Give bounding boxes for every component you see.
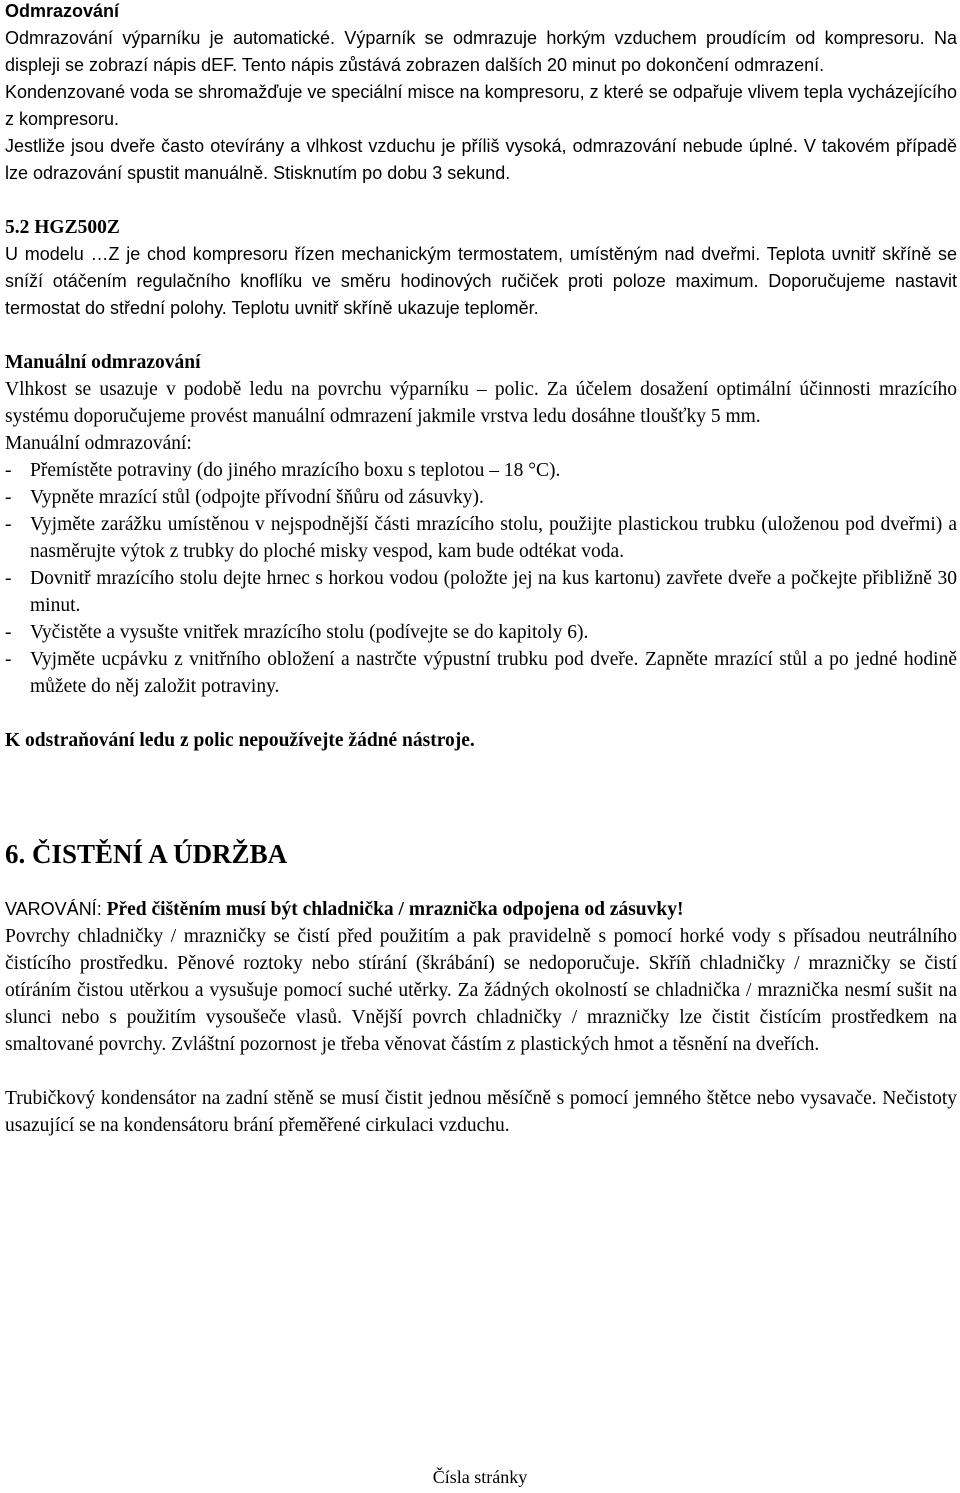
cleaning-paragraph-2: Trubičkový kondensátor na zadní stěně se musí čistit jednou měsíčně s pomocí jemného štětce nebo vysavače. Nečistoty usazující se na kondensátoru brání přeměřené cirkulaci vzduchu. [5, 1088, 957, 1136]
section-heading-model: 5.2 HGZ500Z [5, 217, 120, 238]
section-heading-manual-defrost: Manuální odmrazování [5, 352, 201, 373]
cleaning-warning-line [5, 896, 957, 923]
list-item-text: Vyčistěte a vysušte vnitřek mrazícího stolu (podívejte se do kapitoly 6). [30, 622, 589, 643]
list-item-text: Přemístěte potraviny (do jiného mrazícího boxu s teplotou – 18 °C). [30, 460, 561, 481]
section-heading-cleaning: 6. ČISTĚNÍ A ÚDRŽBA [5, 839, 288, 869]
list-item [5, 484, 957, 511]
list-marker: - [5, 514, 12, 535]
page-footer: Čísla stránky [432, 1467, 528, 1487]
list-marker: - [5, 649, 12, 670]
defrost-paragraph-1: Odmrazování výparníku je automatické. Výparník se odmrazuje horkým vzduchem proudícím od kompresoru. Na displeji se zobrazí nápis dEF. Tento nápis zůstává zobrazen dalších 20 minut po dokončení odmrazení. [5, 28, 957, 75]
manual-defrost-list-title: Manuální odmrazování: [5, 433, 192, 454]
list-item [5, 646, 957, 700]
list-item [5, 619, 957, 646]
list-item [5, 457, 957, 484]
list-item [5, 565, 957, 619]
list-item-text: Dovnitř mrazícího stolu dejte hrnec s horkou vodou (položte jej na kus kartonu) zavřete dveře a počkejte přibližně 30 minut. [30, 568, 957, 616]
list-marker: - [5, 568, 12, 589]
list-marker: - [5, 460, 12, 481]
list-item-text: Vyjměte ucpávku z vnitřního obložení a nastrčte výpustní trubku pod dveře. Zapněte mrazící stůl a po jedné hodině můžete do něj založit potraviny. [30, 649, 957, 697]
list-item-text: Vyjměte zarážku umístěnou v nejspodnější části mrazícího stolu, použijte plastickou trubku (uloženou pod dveřmi) a nasměrujte výtok z trubky do ploché misky vespod, kam bude odtékat voda. [30, 514, 957, 562]
cleaning-paragraph-1: Povrchy chladničky / mrazničky se čistí před použitím a pak pravidelně s pomocí horké vody s přísadou neutrálního čistícího prostředku. Pěnové roztoky nebo stírání (škrábání) se nedoporučuje. Skříň chladničky / mrazničky se čistí otíráním čistou utěrkou a vysušuje pomocí suché utěrky. Za žádných okolností se chladnička / mraznička nesmí sušit na slunci nebo s použitím vysoušeče vlasů. Vnější povrch chladničky / mrazničky lze čistit čistícím prostředkem na smaltované povrchy. Zvláštní pozornost je třeba věnovat částím z plastických hmot a těsnění na dveřích. [5, 926, 957, 1055]
warning-text: Před čištěním musí být chladnička / mraznička odpojena od zásuvky! [106, 899, 684, 920]
manual-defrost-paragraph: Vlhkost se usazuje v podobě ledu na povrchu výparníku – polic. Za účelem dosažení optimální účinnosti mrazícího systému doporučujeme provést manuální odmrazení jakmile vrstva ledu dosáhne tloušťky 5 mm. [5, 379, 957, 427]
manual-defrost-warning: K odstraňování ledu z polic nepoužívejte žádné nástroje. [5, 730, 475, 751]
list-item-text: Vypněte mrazící stůl (odpojte přívodní šňůru od zásuvky). [30, 487, 484, 508]
section-heading-defrost: Odmrazování [5, 1, 120, 21]
warning-label: VAROVÁNÍ: [5, 899, 102, 919]
defrost-paragraph-2: Kondenzované voda se shromažďuje ve speciální misce na kompresoru, z které se odpařuje vlivem tepla vycházejícího z kompresoru. [5, 82, 957, 129]
list-marker: - [5, 487, 12, 508]
manual-defrost-steps [5, 457, 957, 700]
defrost-paragraph-3: Jestliže jsou dveře často otevírány a vlhkost vzduchu je příliš vysoká, odmrazování nebude úplné. V takovém případě lze odrazování spustit manuálně. Stisknutím po dobu 3 sekund. [5, 136, 957, 183]
list-item [5, 511, 957, 565]
model-paragraph: U modelu …Z je chod kompresoru řízen mechanickým termostatem, umístěným nad dveřmi. Teplota uvnitř skříně se sníží otáčením regulačního knoflíku ve směru hodinových ručiček proti poloze maximum. Doporučujeme nastavit termostat do střední polohy. Teplotu uvnitř skříně ukazuje teploměr. [5, 244, 957, 318]
document-page [5, 0, 957, 1139]
list-marker: - [5, 622, 12, 643]
